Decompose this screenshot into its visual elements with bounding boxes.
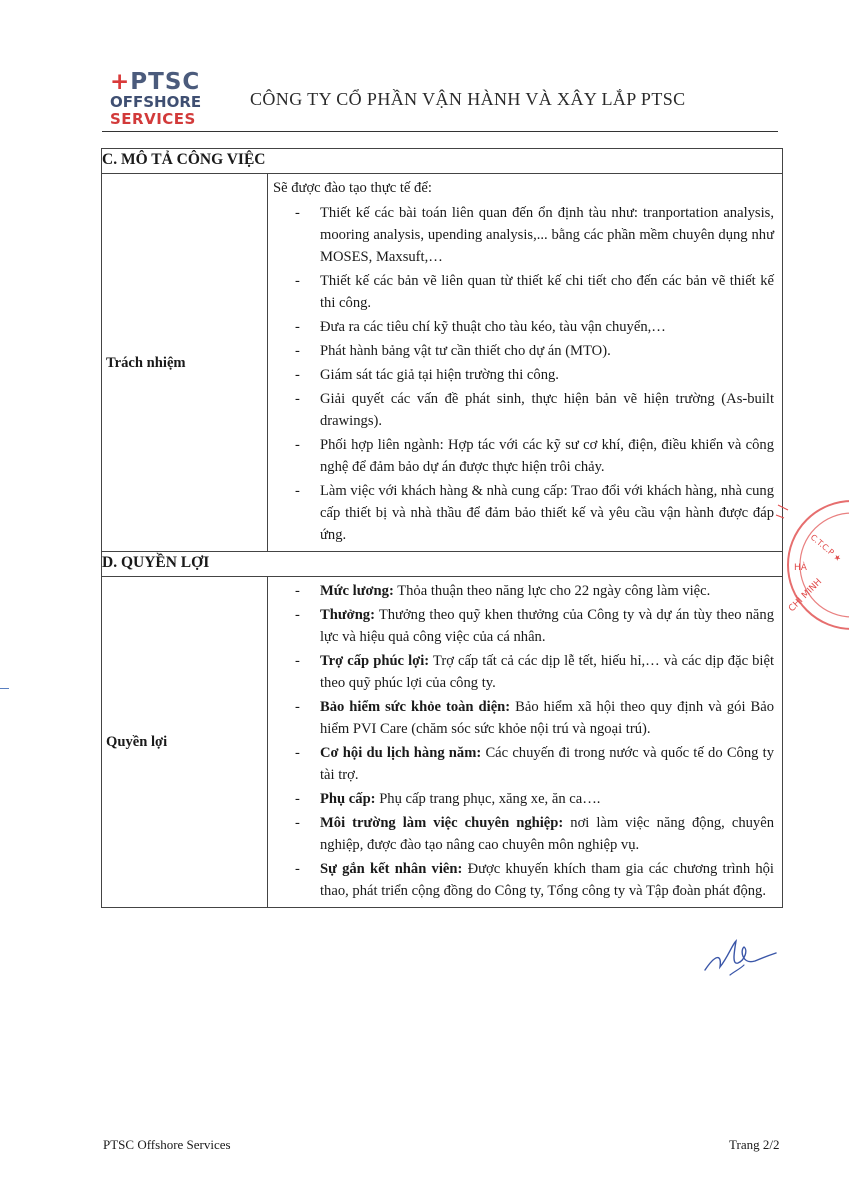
list-item-text: Phát hành bảng vật tư cần thiết cho dự án (MTO).: [320, 343, 611, 359]
list-item-text: Đưa ra các tiêu chí kỹ thuật cho tàu kéo, tàu vận chuyển,…: [320, 319, 666, 335]
list-item: [273, 480, 774, 546]
benefit-text: Thưởng theo quỹ khen thưởng của Công ty và dự án tùy theo năng lực và hiệu quả công việc của cá nhân.: [320, 607, 774, 645]
benefit-text: Các chuyến đi trong nước và quốc tế do Công ty tài trợ.: [320, 745, 774, 783]
benefits-label: Quyền lợi: [102, 577, 268, 908]
stamp-inner-ring: [800, 513, 849, 617]
dash-bullet: -: [295, 319, 300, 335]
list-item: [273, 604, 774, 648]
benefit-title: Môi trường làm việc chuyên nghiệp:: [320, 815, 564, 831]
responsibilities-row: [102, 174, 783, 552]
job-description-table: [101, 148, 783, 908]
benefit-title: Phụ cấp:: [320, 791, 376, 807]
dash-bullet: -: [295, 791, 300, 807]
page-number: Trang 2/2: [729, 1137, 780, 1152]
footer-company: PTSC Offshore Services: [103, 1137, 231, 1152]
list-item: [273, 742, 774, 786]
stamp-star-lines: [776, 505, 788, 518]
dash-bullet: -: [295, 273, 300, 289]
benefit-text: nơi làm việc năng động, chuyên nghiệp, được đào tạo nâng cao chuyên môn nghiệp vụ.: [320, 815, 774, 853]
benefit-title: Mức lương:: [320, 583, 394, 599]
responsibilities-intro: Sẽ được đào tạo thực tế để:: [273, 180, 432, 196]
benefit-title: Trợ cấp phúc lợi:: [320, 653, 430, 669]
benefits-content: [268, 577, 783, 908]
section-d-heading: D. QUYỀN LỢI: [102, 552, 783, 577]
logo-cross-mark: +: [110, 69, 131, 95]
list-item: [273, 580, 774, 602]
dash-bullet: -: [295, 391, 300, 407]
list-item: [273, 340, 774, 362]
signature-stroke: [705, 941, 776, 970]
section-c-heading: C. MÔ TẢ CÔNG VIỆC: [102, 149, 783, 174]
list-item: [273, 788, 774, 810]
company-stamp: [772, 490, 849, 640]
dash-bullet: -: [295, 653, 300, 669]
dash-bullet: -: [295, 583, 300, 599]
list-item: [273, 650, 774, 694]
benefit-text: Thỏa thuận theo năng lực cho 22 ngày công làm việc.: [393, 583, 711, 599]
dash-bullet: -: [295, 343, 300, 359]
benefit-text: Trợ cấp tất cả các dịp lễ tết, hiếu hỉ,… và các dịp đặc biệt theo quỹ phúc lợi của công ty.: [320, 653, 774, 691]
list-item-text: Giám sát tác giả tại hiện trường thi công.: [320, 367, 559, 383]
list-item: [273, 696, 774, 740]
list-item-text: Thiết kế các bài toán liên quan đến ổn định tàu như: tranportation analysis, mooring analysis, upending analysis,... bằng các phần mềm chuyên dụng như MOSES, Maxsuft,…: [320, 205, 774, 265]
stamp-text-top: C.T.C.P ★: [808, 532, 844, 564]
dash-bullet: -: [295, 861, 300, 877]
list-item: [273, 858, 774, 902]
section-c-heading-row: [102, 149, 783, 174]
list-item-text: Giải quyết các vấn đề phát sinh, thực hiện bản vẽ hiện trường (As-built drawings).: [320, 391, 774, 429]
responsibilities-label: Trách nhiệm: [102, 174, 268, 552]
ptsc-logo: [110, 70, 210, 128]
header-divider: [102, 131, 778, 132]
list-item: [273, 364, 774, 386]
list-item: [273, 270, 774, 314]
responsibilities-list: [273, 202, 774, 546]
logo-services-text: SERVICES: [110, 110, 196, 128]
benefit-title: Thưởng:: [320, 607, 375, 623]
list-item: [273, 316, 774, 338]
dash-bullet: -: [295, 745, 300, 761]
list-item: [273, 812, 774, 856]
logo-ptsc-text: [110, 70, 210, 94]
benefits-row: [102, 577, 783, 908]
dash-bullet: -: [295, 607, 300, 623]
signature-flourish: [730, 965, 744, 975]
benefit-title: Cơ hội du lịch hàng năm:: [320, 745, 482, 761]
section-d-heading-row: [102, 552, 783, 577]
list-item: [273, 202, 774, 268]
dash-bullet: -: [295, 367, 300, 383]
dash-bullet: -: [295, 815, 300, 831]
list-item-text: Thiết kế các bản vẽ liên quan từ thiết kế chi tiết cho đến các bản vẽ thiết kế thi công.: [320, 273, 774, 311]
stamp-text-middle: HÀ: [794, 563, 807, 573]
benefits-list: [273, 580, 774, 902]
list-item: [273, 434, 774, 478]
dash-bullet: -: [295, 699, 300, 715]
company-name: CÔNG TY CỔ PHẦN VẬN HÀNH VÀ XÂY LẮP PTSC: [250, 89, 686, 109]
dash-bullet: -: [295, 483, 300, 499]
dash-bullet: -: [295, 205, 300, 221]
scan-edge-mark: [0, 688, 9, 689]
logo-offshore-text: OFFSHORE: [110, 93, 202, 111]
dash-bullet: -: [295, 437, 300, 453]
benefit-title: Sự gắn kết nhân viên:: [320, 861, 463, 877]
benefit-text: Được khuyến khích tham gia các chương trình hội thao, phát triển cộng đồng do Công ty, Tổng công ty và Tập đoàn phát động.: [320, 861, 774, 899]
list-item-text: Làm việc với khách hàng & nhà cung cấp: Trao đổi với khách hàng, nhà cung cấp thiết bị và nhà thầu để đảm bảo thiết kế và yêu cầu vận hành được đáp ứng.: [320, 483, 774, 543]
benefit-title: Bảo hiểm sức khỏe toàn diện:: [320, 699, 511, 715]
signature: [700, 935, 780, 985]
benefit-text: Bảo hiểm xã hội theo quy định và gói Bảo hiểm PVI Care (chăm sóc sức khỏe nội trú và ngoại trú).: [320, 699, 774, 737]
logo-ptsc-word: PTSC: [130, 69, 201, 95]
stamp-text-bottom: CHÍ MINH: [787, 576, 825, 615]
benefit-text: Phụ cấp trang phục, xăng xe, ăn ca….: [375, 791, 601, 807]
responsibilities-content: [268, 174, 783, 552]
list-item: [273, 388, 774, 432]
list-item-text: Phối hợp liên ngành: Hợp tác với các kỹ sư cơ khí, điện, điều khiển và công nghệ để đảm bảo dự án được thực hiện trôi chảy.: [320, 437, 774, 475]
